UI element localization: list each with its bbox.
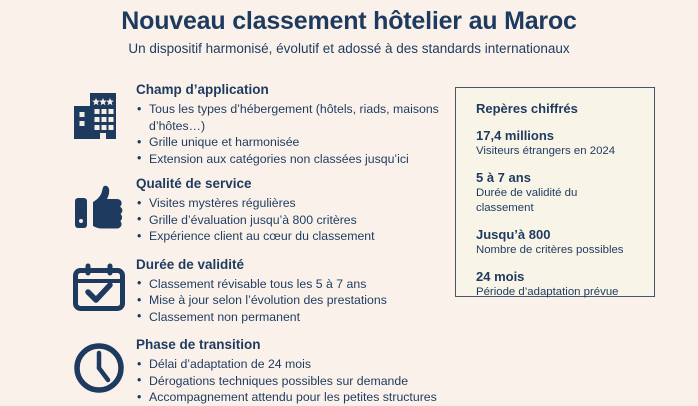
bullet-item: • Accompagnement attendu pour les petites structures [136,389,454,406]
stat-value: 24 mois [476,269,525,284]
section-body [136,335,454,406]
bullet-item: • Tous les types d’hébergement (hôtels, riads, maisons d’hôtes…) [136,101,454,134]
stat-value: Jusqu’à 800 [476,227,551,242]
section-heading: Champ d’application [136,82,269,97]
bullet-item: • Dérogations techniques possibles sur demande [136,373,454,390]
bullet-item: • Mise à jour selon l’évolution des prestations [136,292,454,309]
section-bullets [136,101,454,167]
section-champ-application [62,80,454,167]
bullet-item: • Grille d’évaluation jusqu’à 800 critères [136,212,454,229]
stat-item [476,226,638,258]
section-heading: Durée de validité [136,256,245,272]
page-subtitle: Un dispositif harmonisé, évolutif et adossé à des standards internationaux [128,41,570,56]
section-duree-de-validite [62,255,454,326]
bullet-item: • Classement révisable tous les 5 à 7 ans [136,276,454,293]
stat-value: 5 à 7 ans [476,170,531,185]
clock-icon [62,335,136,397]
bullet-item: • Classement non permanent [136,309,454,326]
section-phase-de-transition [62,335,454,406]
bullet-item: • Délai d’adaptation de 24 mois [136,356,454,373]
stat-label: Nombre de critères possibles [476,244,624,256]
stat-item [476,127,638,159]
section-heading: Qualité de service [136,176,252,191]
bullet-item: • Extension aux catégories non classées jusqu’ici [136,151,454,168]
section-heading: Phase de transition [136,337,261,352]
key-figures-title: Repères chiffrés [476,101,578,116]
section-body [136,80,454,167]
hotel-building-icon [62,80,136,142]
section-bullets [136,276,454,326]
section-body [136,255,454,326]
section-qualite-de-service [62,174,454,245]
stat-item [476,268,638,300]
thumbs-up-icon [62,174,136,236]
key-figures-panel [455,87,655,297]
calendar-check-icon [62,255,136,317]
sections-list [62,80,454,406]
stat-label: Visiteurs étrangers en 2024 [476,145,616,157]
stat-label: Période d’adaptation prévue [476,286,619,298]
page-title: Nouveau classement hôtelier au Maroc [121,7,577,35]
section-bullets [136,356,454,406]
bullet-item: • Expérience client au cœur du classement [136,228,454,245]
stat-item [476,169,638,216]
header [0,6,698,58]
section-body [136,174,454,245]
bullet-item: • Visites mystères régulières [136,195,454,212]
bullet-item: • Grille unique et harmonisée [136,134,454,151]
stat-value: 17,4 millions [476,128,555,143]
stat-label: Durée de validité du classement [476,187,578,214]
section-bullets [136,195,454,245]
